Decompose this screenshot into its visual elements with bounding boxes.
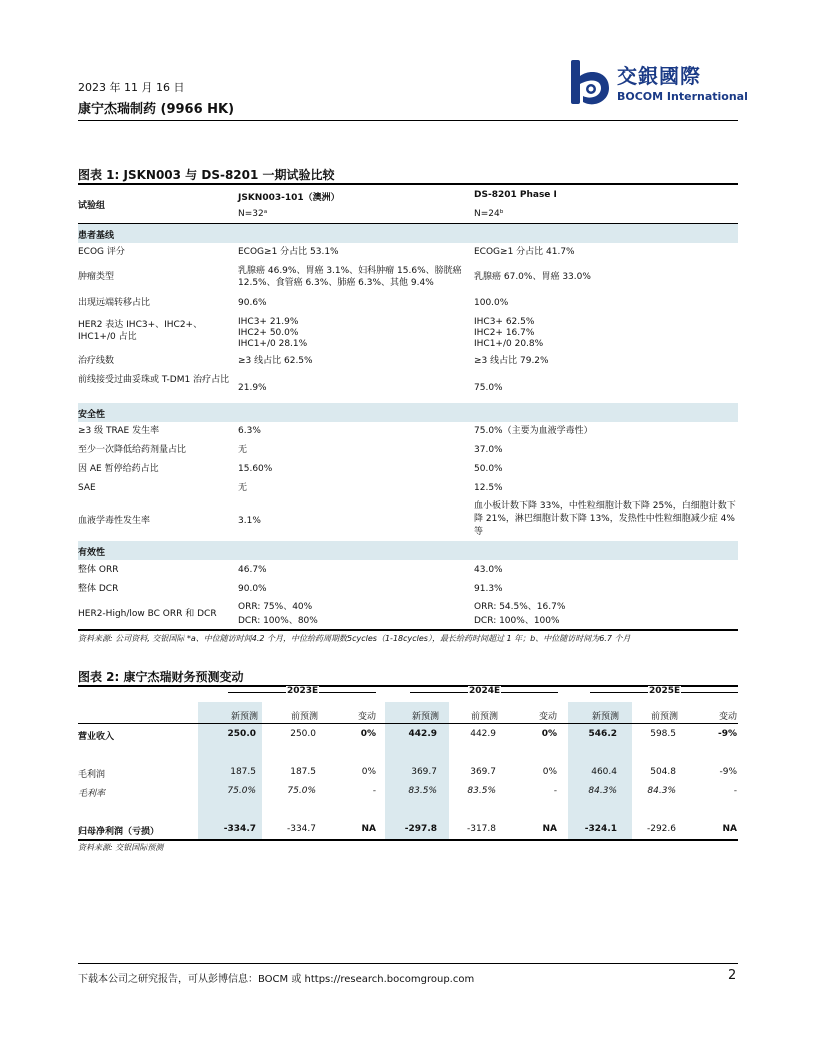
figure2-bottom-rule [78, 839, 738, 841]
cell-ds8201: 12.5% [474, 483, 503, 493]
table-cell: NA [542, 824, 557, 834]
table-cell: 250.0 [290, 729, 316, 739]
table-cell: 504.8 [650, 767, 676, 777]
cell-ds8201: DCR: 100%、100% [474, 616, 560, 626]
col3-title: DS-8201 Phase I [474, 190, 557, 200]
table-cell: 84.3% [647, 786, 676, 796]
cell-jskn003: 46.7% [238, 565, 267, 575]
row-label: 血液学毒性发生率 [78, 516, 151, 526]
table-cell: -317.8 [466, 824, 496, 834]
table-cell: -9% [717, 729, 737, 739]
table-cell: -292.6 [646, 824, 676, 834]
cell-jskn003: 3.1% [238, 516, 261, 526]
row-label: ≥3 级 TRAE 发生率 [78, 426, 160, 436]
figure1-source: 资料来源: 公司资料, 交银国际 *a、中位随访时间4.2 个月，中位给药周期数5cycles（1-18cycles），最长给药时间超过 1 年；b、中位随访时间为6.7 个月 [78, 634, 631, 643]
table-cell: 598.5 [650, 729, 676, 739]
row-label-gross-profit: 毛利润 [78, 770, 106, 780]
figure2-source: 资料来源: 交银国际预测 [78, 843, 164, 852]
cell-ds8201: IHC3+ 62.5% [474, 317, 535, 327]
table-cell: 0% [542, 767, 557, 777]
cell-ds8201: 43.0% [474, 565, 503, 575]
cell-ds8201: ≥3 线占比 79.2% [474, 356, 549, 366]
row-label: 整体 ORR [78, 565, 119, 575]
cell-ds8201: ORR: 54.5%、16.7% [474, 602, 566, 612]
subheader-change: 变动 [538, 712, 557, 722]
row-label: 肿瘤类型 [78, 272, 115, 282]
row-label-gross-margin: 毛利率 [78, 789, 106, 799]
year-header-2024 [410, 686, 558, 700]
table-header [78, 185, 738, 227]
table-cell: - [733, 786, 737, 796]
cell-jskn003: 90.0% [238, 584, 267, 594]
row-label: 整体 DCR [78, 584, 119, 594]
logo-english-text: BOCOM International [617, 90, 748, 103]
cell-jskn003: 无 [238, 483, 248, 493]
year-label: 2024E [469, 686, 501, 696]
row-label: SAE [78, 483, 96, 493]
section-label: 患者基线 [78, 231, 115, 241]
figure1-bottom-rule [78, 629, 738, 631]
row-label: HER2 表达 IHC3+、IHC2+、IHC1+/0 占比 [78, 320, 203, 342]
row-label: ECOG 评分 [78, 247, 125, 257]
cell-jskn003: ≥3 线占比 62.5% [238, 356, 313, 366]
row-label: 至少一次降低给药剂量占比 [78, 445, 187, 455]
table-cell: 546.2 [588, 729, 617, 739]
table-cell: 187.5 [230, 767, 256, 777]
subheader-new: 新预测 [411, 712, 439, 722]
cell-jskn003: ECOG≥1 分占比 53.1% [238, 247, 339, 257]
cell-ds8201: 37.0% [474, 445, 503, 455]
row-label: HER2-High/low BC ORR 和 DCR [78, 609, 217, 619]
cell-jskn003: 90.6% [238, 298, 267, 308]
section-safety [78, 403, 738, 422]
section-label: 有效性 [78, 548, 106, 558]
cell-ds8201: ECOG≥1 分占比 41.7% [474, 247, 575, 257]
subheader-rule [78, 723, 738, 724]
col-header-label: 试验组 [78, 201, 106, 211]
cell-jskn003: DCR: 100%、80% [238, 616, 318, 626]
bocom-logo-icon [567, 58, 611, 108]
section-efficacy [78, 541, 738, 560]
bocom-logo [567, 58, 748, 108]
figure2-title: 图表 2: 康宁杰瑞财务预测变动 [78, 670, 244, 684]
table-cell: 0% [360, 729, 376, 739]
cell-jskn003: 6.3% [238, 426, 261, 436]
row-label: 因 AE 暂停给药占比 [78, 464, 159, 474]
table-cell: 442.9 [408, 729, 437, 739]
col3-n: N=24ᵇ [474, 209, 504, 219]
table-cell: - [553, 786, 557, 796]
cell-ds8201: 75.0%（主要为血液学毒性） [474, 426, 593, 436]
cell-ds8201: IHC2+ 16.7% [474, 328, 535, 338]
cell-jskn003: IHC2+ 50.0% [238, 328, 299, 338]
row-label-net-profit: 归母净利润（亏损） [78, 827, 160, 837]
cell-jskn003: 15.60% [238, 464, 273, 474]
table-cell: -324.1 [584, 824, 617, 834]
subheader-prev: 前预测 [470, 712, 498, 722]
table-cell: NA [722, 824, 737, 834]
table-cell: 83.5% [467, 786, 496, 796]
cell-ds8201: 50.0% [474, 464, 503, 474]
subheader-new: 新预测 [230, 712, 258, 722]
row-label: 出现远端转移占比 [78, 298, 151, 308]
report-date: 2023 年 11 月 16 日 [78, 81, 185, 94]
table-cell: -9% [719, 767, 737, 777]
cell-ds8201: 75.0% [474, 383, 503, 393]
table-cell: 187.5 [290, 767, 316, 777]
cell-ds8201: 91.3% [474, 584, 503, 594]
table-cell: - [372, 786, 376, 796]
section-baseline [78, 224, 738, 243]
col2-n: N=32ᵃ [238, 209, 268, 219]
subheader-prev: 前预测 [650, 712, 678, 722]
cell-jskn003: ORR: 75%、40% [238, 602, 313, 612]
cell-ds8201: IHC1+/0 20.8% [474, 339, 544, 349]
table-cell: NA [361, 824, 376, 834]
year-header-2023 [228, 686, 376, 700]
subheader-change: 变动 [718, 712, 737, 722]
table-cell: 0% [541, 729, 557, 739]
year-label: 2023E [287, 686, 319, 696]
table-cell: 442.9 [470, 729, 496, 739]
section-label: 安全性 [78, 410, 106, 420]
table-cell: -334.7 [223, 824, 256, 834]
table-cell: 369.7 [411, 767, 437, 777]
cell-ds8201: 乳腺癌 67.0%、胃癌 33.0% [474, 272, 591, 282]
row-label-revenue: 营业收入 [78, 732, 115, 742]
table-cell: 250.0 [227, 729, 256, 739]
row-label: 前线接受过曲妥珠或 T-DM1 治疗占比 [78, 375, 230, 385]
table-cell: 75.0% [227, 786, 256, 796]
col2-title: JSKN003-101（澳洲） [238, 193, 340, 203]
footer-text: 下载本公司之研究报告，可从彭博信息：BOCM 或 https://research.bocomgroup.com [78, 974, 475, 985]
cell-jskn003: IHC1+/0 28.1% [238, 339, 308, 349]
table-cell: -297.8 [404, 824, 437, 834]
subheader-change: 变动 [357, 712, 376, 722]
footer-divider [78, 963, 738, 964]
figure1-title: 图表 1: JSKN003 与 DS-8201 一期试验比较 [78, 168, 335, 182]
cell-jskn003: 乳腺癌 46.9%、胃癌 3.1%、妇科肿瘤 15.6%、膀胱癌 12.5%、食管癌 6.3%、肺癌 6.3%、其他 9.4% [238, 266, 462, 288]
table-cell: 75.0% [287, 786, 316, 796]
row-label: 治疗线数 [78, 356, 115, 366]
cell-ds8201: 100.0% [474, 298, 509, 308]
year-label: 2025E [649, 686, 681, 696]
cell-jskn003: IHC3+ 21.9% [238, 317, 299, 327]
comparison-table [78, 185, 738, 630]
cell-jskn003: 21.9% [238, 383, 267, 393]
header-divider [78, 120, 738, 121]
table-cell: 460.4 [591, 767, 617, 777]
table-cell: 0% [361, 767, 376, 777]
forecast-table [78, 686, 738, 840]
table-cell: 84.3% [588, 786, 617, 796]
table-cell: 369.7 [470, 767, 496, 777]
table-cell: -334.7 [286, 824, 316, 834]
table-cell: 83.5% [408, 786, 437, 796]
page-number: 2 [728, 968, 737, 983]
logo-chinese-text: 交銀國際 [617, 64, 701, 88]
subheader-prev: 前预测 [290, 712, 318, 722]
report-title: 康宁杰瑞制药 (9966 HK) [78, 102, 235, 117]
cell-ds8201: 血小板计数下降 33%，中性粒细胞计数下降 25%，白细胞计数下降 21%，淋巴细胞计数下降 13%，发热性中性粒细胞减少症 4%等 [474, 501, 736, 537]
cell-jskn003: 无 [238, 445, 248, 455]
subheader-new: 新预测 [591, 712, 619, 722]
year-header-2025 [590, 686, 738, 700]
